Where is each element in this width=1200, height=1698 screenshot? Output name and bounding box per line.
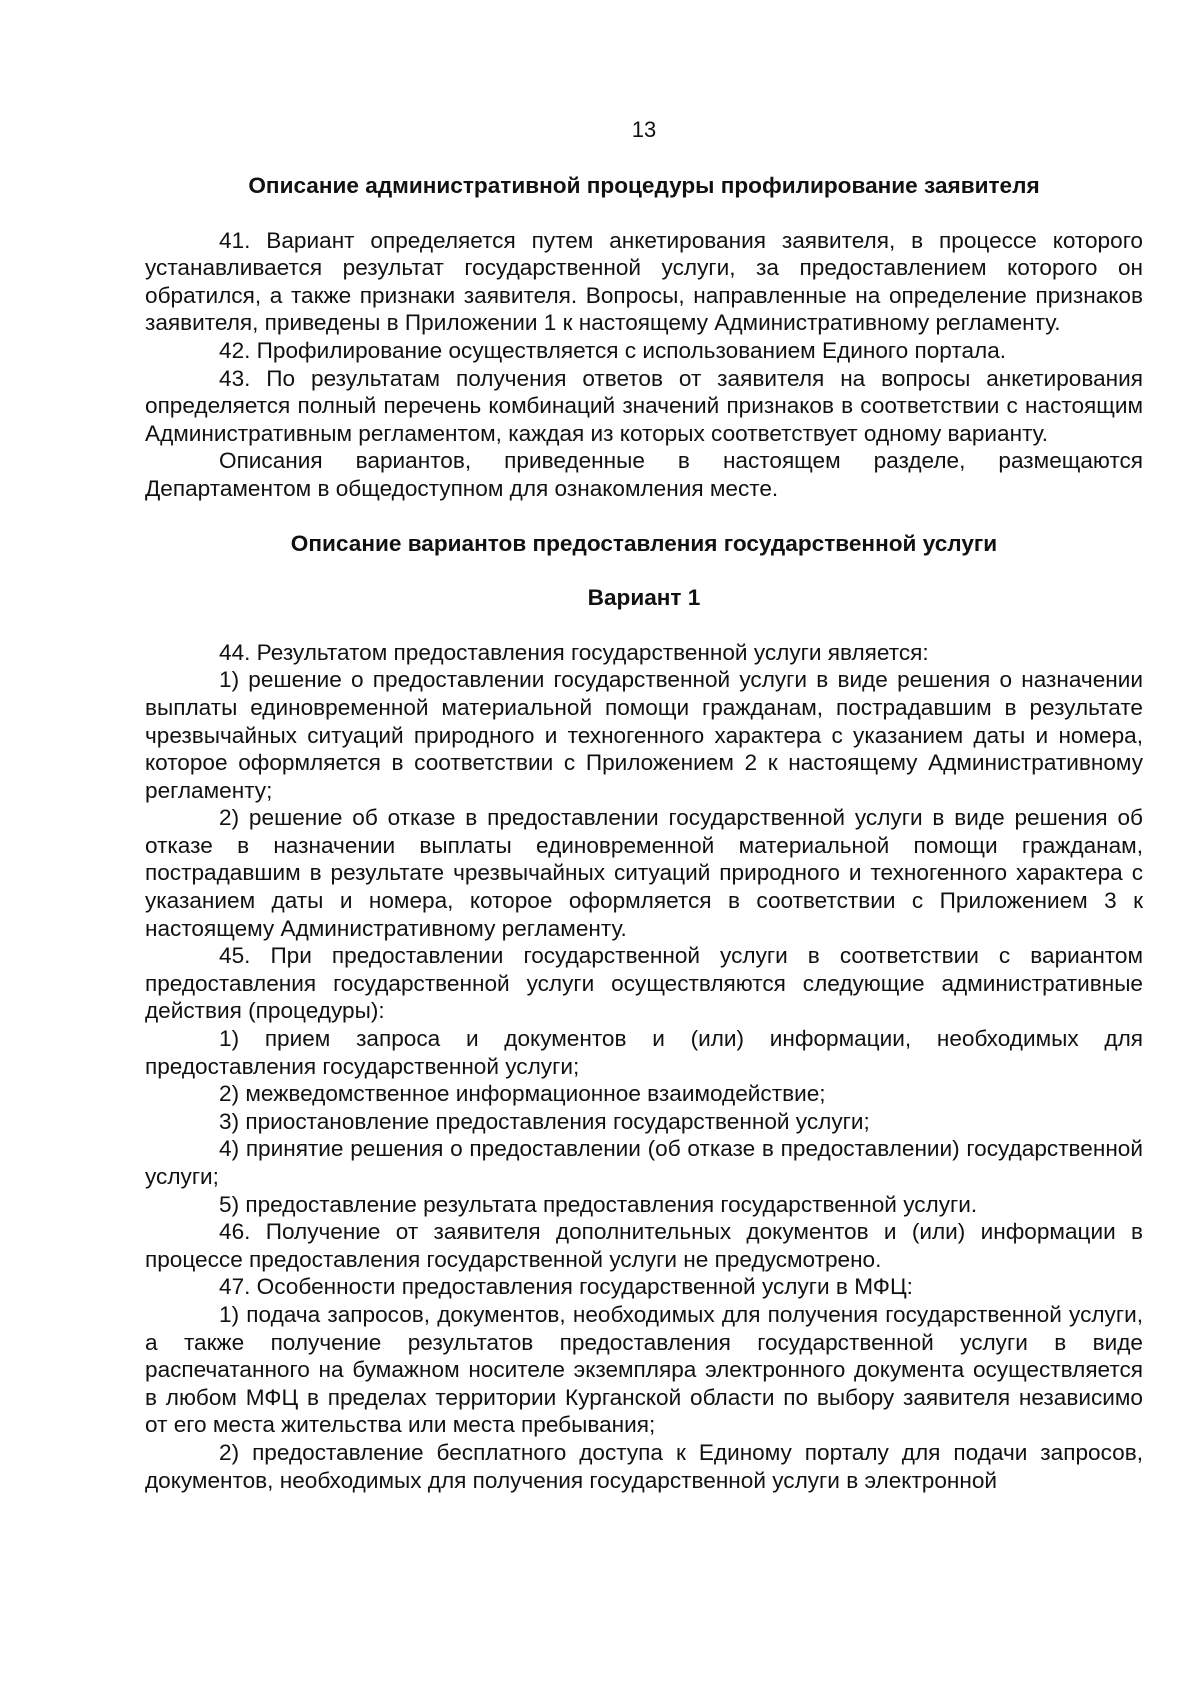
paragraph-variant-descriptions: Описания вариантов, приведенные в настоящем разделе, размещаются Департаментом в общедоступном для ознакомления месте. [145, 448, 1143, 501]
paragraph-45-item-5: 5) предоставление результата предоставления государственной услуги. [219, 1191, 978, 1217]
paragraph-47-item-2: 2) предоставление бесплатного доступа к Единому порталу для подачи запросов, документов, необходимых для получения государственной услуги в электронной [145, 1439, 1143, 1493]
paragraph-45-item-3: 3) приостановление предоставления государственной услуги; [219, 1108, 870, 1134]
paragraph-44-item-1: 1) решение о предоставлении государственной услуги в виде решения о назначении выплаты единовременной материальной помощи гражданам, пострадавшим в результате чрезвычайных ситуаций природного и техногенного характера с указанием даты и номера, которое оформляется в соответствии с Приложением 2 к настоящему Административному регламенту; [145, 667, 1143, 803]
paragraph-45-item-1: 1) прием запроса и документов и (или) информации, необходимых для предоставления государственной услуги; [145, 1026, 1143, 1079]
paragraph-43: 43. По результатам получения ответов от заявителя на вопросы анкетирования определяется полный перечень комбинаций значений признаков в соответствии с настоящим Административным регламентом, каждая из которых соответствует одному варианту. [145, 365, 1143, 446]
paragraph-47-item-1: 1) подача запросов, документов, необходимых для получения государственной услуги, а также получение результатов предоставления государственной услуги в виде распечатанного на бумажном носителе экземпляра электронного документа осуществляется в любом МФЦ в пределах территории Курганской области по выбору заявителя независимо от его места жительства или места пребывания; [145, 1301, 1143, 1438]
page-number: 13 [631, 117, 657, 142]
paragraph-47: 47. Особенности предоставления государственной услуги в МФЦ: [219, 1274, 913, 1300]
paragraph-44: 44. Результатом предоставления государственной услуги является: [219, 639, 929, 665]
document-body [145, 172, 1143, 1494]
paragraph-41: 41. Вариант определяется путем анкетирования заявителя, в процессе которого устанавливается результат государственной услуги, за предоставлением которого он обратился, а также признаки заявителя. Вопросы, направленные на определение признаков заявителя, приведены в Приложении 1 к настоящему Административному регламенту. [145, 227, 1143, 336]
heading-variant-1: Вариант 1 [587, 585, 701, 611]
paragraph-45-item-4: 4) принятие решения о предоставлении (об отказе в предоставлении) государственной услуги; [145, 1136, 1143, 1189]
paragraph-45-item-2: 2) межведомственное информационное взаимодействие; [219, 1081, 826, 1107]
heading-profiling: Описание административной процедуры профилирование заявителя [248, 173, 1040, 198]
paragraph-45: 45. При предоставлении государственной услуги в соответствии с вариантом предоставления государственной услуги осуществляются следующие административные действия (процедуры): [145, 943, 1143, 1024]
paragraph-44-item-2: 2) решение об отказе в предоставлении государственной услуги в виде решения об отказе в назначении выплаты единовременной материальной помощи гражданам, пострадавшим в результате чрезвычайных ситуаций природного и техногенного характера с указанием даты и номера, которое оформляется в соответствии с Приложением 3 к настоящему Административному регламенту. [145, 805, 1143, 941]
paragraph-42: 42. Профилирование осуществляется с использованием Единого портала. [219, 337, 1007, 363]
paragraph-46: 46. Получение от заявителя дополнительных документов и (или) информации в процессе предоставления государственной услуги не предусмотрено. [145, 1219, 1143, 1272]
heading-variants: Описание вариантов предоставления государственной услуги [290, 530, 998, 556]
